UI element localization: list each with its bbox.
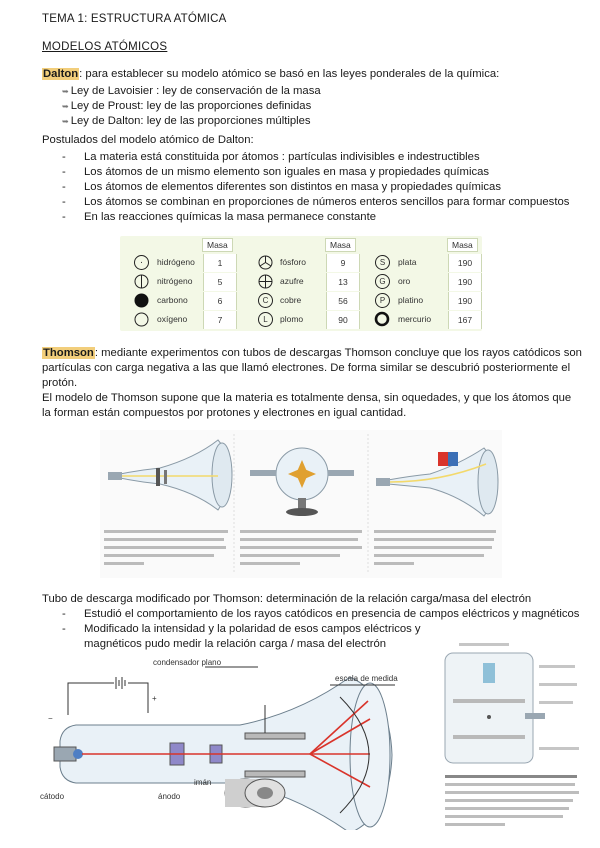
postulate-text: Los átomos de elementos diferentes son distintos en masa y propiedades químicas [84, 181, 501, 193]
iman-label: imán [194, 778, 212, 787]
thomson-p2: El modelo de Thomson supone que la materia es totalmente densa, sin oquedades, y que los átomos que [42, 392, 572, 404]
element-name: mercurio [398, 314, 432, 324]
dalton-intro-text: : para establecer su modelo atómico se basó en las leyes ponderales de la química: [79, 68, 500, 80]
tube-point-cont: magnéticos pudo medir la relación carga / masa del electrón [84, 638, 387, 650]
catodo-label: cátodo [40, 792, 65, 801]
element-mass: 190 [448, 254, 482, 272]
carbon-symbol-icon [134, 293, 149, 308]
element-mass: 56 [326, 292, 360, 310]
nitrogen-symbol-icon [134, 274, 149, 289]
law-item [62, 115, 311, 127]
lead-symbol-icon: L [258, 312, 273, 327]
sulfur-symbol-icon [258, 274, 273, 289]
anodo-label: ánodo [158, 792, 181, 801]
gold-symbol-icon: G [375, 274, 390, 289]
thomson-p1b: partículas con carga negativa a las que llamó electrones. De forma similar se descubrió posteriormente el [42, 362, 571, 374]
element-mass: 90 [326, 311, 360, 329]
law-item [62, 85, 321, 97]
escala-label: escala de medida [335, 674, 398, 683]
arrow-icon: ➥ [62, 87, 69, 96]
postulate-text: La materia está constituida por átomos : partículas indivisibles e indestructibles [84, 151, 480, 163]
thomson-p1-text: : mediante experimentos con tubos de descargas Thomson concluye que los rayos catódicos son [94, 347, 582, 359]
table-row [120, 292, 482, 310]
dalton-name: Dalton [43, 68, 79, 80]
element-mass: 9 [326, 254, 360, 272]
element-name: carbono [157, 295, 188, 305]
battery-icon [116, 677, 125, 689]
millikan-figure [443, 643, 583, 843]
section-subtitle: MODELOS ATÓMICOS [42, 41, 168, 53]
law-text: Ley de Proust: ley de las proporciones definidas [70, 100, 312, 112]
postulate-item: - Los átomos de un mismo elemento son iguales en masa y propiedades químicas [62, 166, 490, 178]
element-name: plata [398, 257, 417, 267]
minus-label: − [48, 714, 53, 723]
law-text: Ley de Lavoisier : ley de conservación de la masa [70, 85, 321, 97]
dalton-intro [42, 68, 499, 80]
postulate-item: - Los átomos de elementos diferentes son distintos en masa y propiedades químicas [62, 181, 501, 193]
mass-header: Masa [447, 238, 478, 252]
hydrogen-symbol-icon: · [134, 255, 149, 270]
postulate-text: Los átomos de un mismo elemento son iguales en masa y propiedades químicas [84, 166, 490, 178]
element-mass: 190 [448, 273, 482, 291]
tube-point-text: Estudió el comportamiento de los rayos catódicos en presencia de campos eléctricos y magnéticos [84, 608, 580, 620]
element-mass: 167 [448, 311, 482, 329]
element-name: nitrógeno [157, 276, 193, 286]
law-item [62, 100, 311, 112]
element-name: oxígeno [157, 314, 188, 324]
tube-point-text: Modificado la intensidad y la polaridad de esos campos eléctricos y [84, 623, 421, 635]
postulates-title: Postulados del modelo atómico de Dalton: [42, 134, 254, 146]
platinum-symbol-icon: P [375, 293, 390, 308]
tube-point: - Modificado la intensidad y la polaridad de esos campos eléctricos y [62, 623, 421, 635]
postulate-item: - Los átomos se combinan en proporciones de números enteros sencillos para formar compuestos [62, 196, 570, 208]
postulate-item: - En las reacciones químicas la masa permanece constante [62, 211, 376, 223]
postulate-item: - La materia está constituida por átomos : partículas indivisibles e indestructibles [62, 151, 480, 163]
page-title: TEMA 1: ESTRUCTURA ATÓMICA [42, 13, 227, 25]
mass-header: Masa [202, 238, 233, 252]
tube-title: Tubo de descarga modificado por Thomson: determinación de la relación carga/masa del electrón [42, 593, 532, 605]
element-mass: 7 [203, 311, 237, 329]
arrow-icon: ➥ [62, 117, 69, 126]
element-mass: 190 [448, 292, 482, 310]
table-row [120, 273, 482, 291]
oxygen-symbol-icon [134, 312, 149, 327]
arrow-icon: ➥ [62, 102, 69, 111]
thomson-p1c: protón. [42, 377, 78, 389]
thomson-apparatus-diagram [40, 655, 440, 830]
phosphorus-symbol-icon [258, 255, 273, 270]
plus-label: + [152, 694, 157, 703]
postulate-text: En las reacciones químicas la masa permanece constante [84, 211, 376, 223]
element-name: hidrógeno [157, 257, 195, 267]
element-name: oro [398, 276, 411, 286]
element-name: azufre [280, 276, 304, 286]
thomson-p2b: la forman están compuestos por protones y electrones en igual cantidad. [42, 407, 407, 419]
element-mass: 6 [203, 292, 237, 310]
condensador-label: condensador plano [153, 658, 222, 667]
element-name: fósforo [280, 257, 306, 267]
mass-header: Masa [325, 238, 356, 252]
element-name: plomo [280, 314, 304, 324]
copper-symbol-icon: C [258, 293, 273, 308]
element-mass: 1 [203, 254, 237, 272]
tube-point: - Estudió el comportamiento de los rayos catódicos en presencia de campos eléctricos y magnéticos [62, 608, 580, 620]
table-row [120, 311, 482, 329]
table-row [120, 254, 482, 272]
mercury-symbol-icon [374, 311, 390, 327]
thomson-p1 [42, 347, 582, 359]
law-text: Ley de Dalton: ley de las proporciones múltiples [70, 115, 311, 127]
thomson-name: Thomson [43, 347, 94, 359]
element-name: cobre [280, 295, 302, 305]
element-name: platino [398, 295, 424, 305]
silver-symbol-icon: S [375, 255, 390, 270]
element-mass: 13 [326, 273, 360, 291]
postulate-text: Los átomos se combinan en proporciones de números enteros sencillos para formar compuestos [84, 196, 570, 208]
dalton-symbols-table [120, 236, 482, 331]
element-mass: 5 [203, 273, 237, 291]
cathode-ray-figures [100, 430, 502, 578]
magnet-icon [225, 779, 285, 807]
